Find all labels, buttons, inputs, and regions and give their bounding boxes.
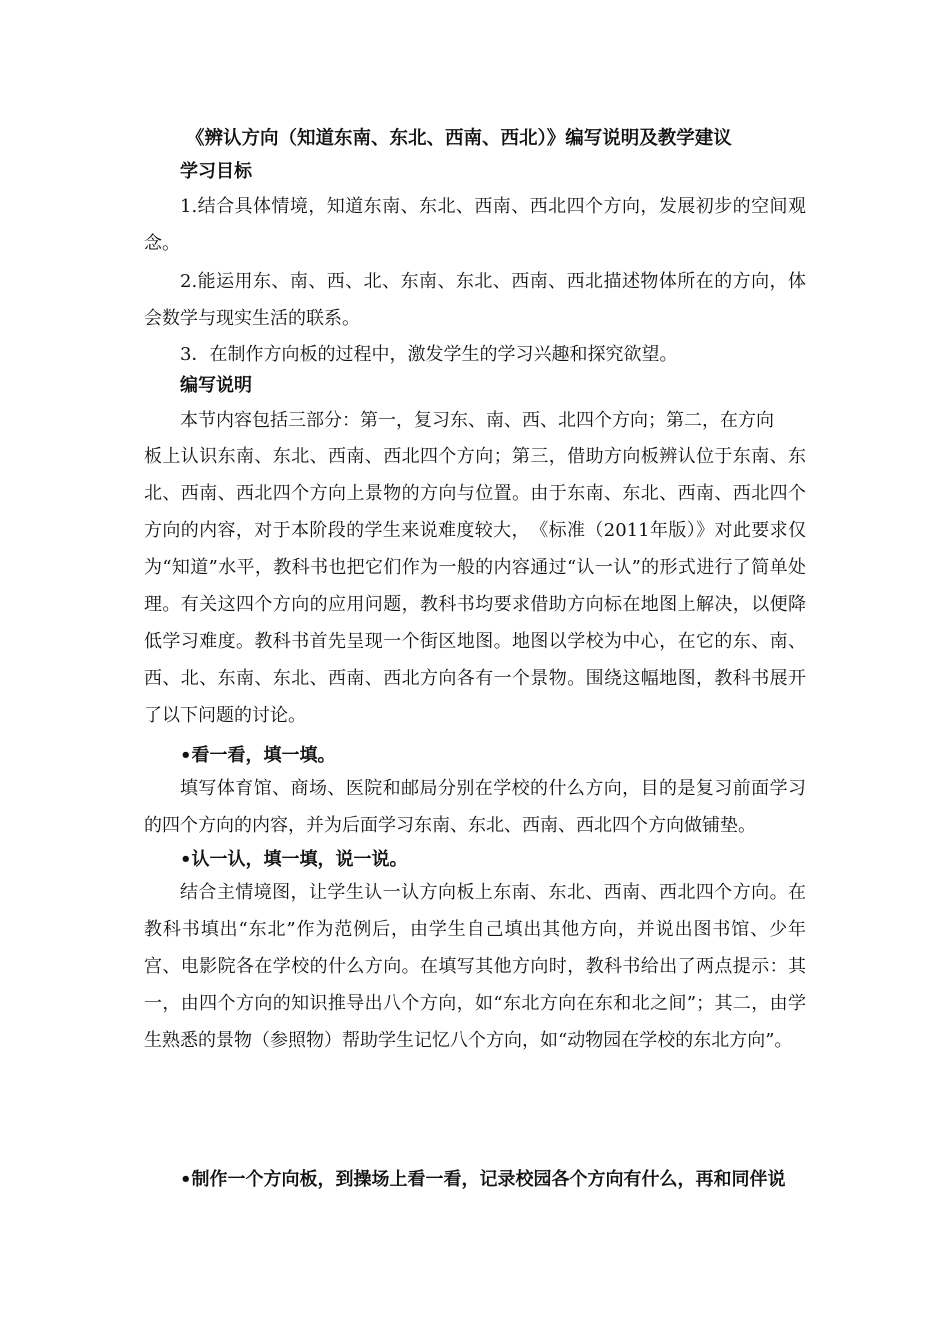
goal-3: 3．在制作方向板的过程中，激发学生的学习兴趣和探究欲望。 (180, 344, 678, 365)
bullet-recognize-fill-say: •认一认，填一填，说一说。 (180, 849, 408, 870)
bullet-look-fill-text: 填写体育馆、商场、医院和邮局分别在学校的什么方向，目的是复习前面学习的四个方向的内容，并为后面学习东南、东北、西南、西北四个方向做铺垫。 (144, 778, 806, 836)
intro-body: 板上认识东南、东北、西南、西北四个方向；第三，借助方向板辨认位于东南、东北、西南、西北四个方向上景物的方向与位置。由于东南、东北、西南、西北四个方向的内容，对于本阶段的学生来说难度较大， 《标准（2011年版）》对此要求仅为“知道”水平，教科书也把它们作为一般的内容通过“认一认”的形式进行了简单处理。有关这四个方向的应用问题，教科书均要求借助方向标在地图上解决，以便降低学习难度。教科书首先呈现一个街区地图。地图以学校为中心，在它的东、南、西、北、东南、东北、西南、西北方向各有一个景物。围绕这幅地图，教科书展开了以下问题的讨论。 (144, 446, 806, 726)
writing-heading: 编写说明 (180, 375, 252, 396)
bullet-recognize-text: 结合主情境图，让学生认一认方向板上东南、东北、西南、西北四个方向。在教科书填出“东北”作为范例后，由学生自己填出其他方向，并说出图书馆、少年宫、电影院各在学校的什么方向。在填写其他方向时，教科书给出了两点提示：其一，由四个方向的知识推导出八个方向，如“东北方向在东和北之间”；其二，由学生熟悉的景物（参照物）帮助学生记忆八个方向，如“动物园在学校的东北方向”。 (144, 882, 806, 1051)
goal-2: 2.能运用东、南、西、北、东南、东北、西南、西北描述物体所在的方向，体会数学与现实生活的联系。 (144, 271, 806, 329)
bullet-make-board: •制作一个方向板，到操场上看一看，记录校园各个方向有什么，再和同伴说 (180, 1169, 786, 1190)
goals-heading: 学习目标 (180, 161, 252, 182)
bullet-look-fill: •看一看，填一填。 (180, 745, 336, 766)
document-title: 《辨认方向（知道东南、东北、西南、西北）》编写说明及教学建议 (186, 128, 732, 149)
goal-1: 1.结合具体情境，知道东南、东北、西南、西北四个方向，发展初步的空间观念。 (144, 196, 806, 254)
intro-first-line: 本节内容包括三部分：第一，复习东、南、西、北四个方向；第二，在方向 (180, 410, 774, 431)
